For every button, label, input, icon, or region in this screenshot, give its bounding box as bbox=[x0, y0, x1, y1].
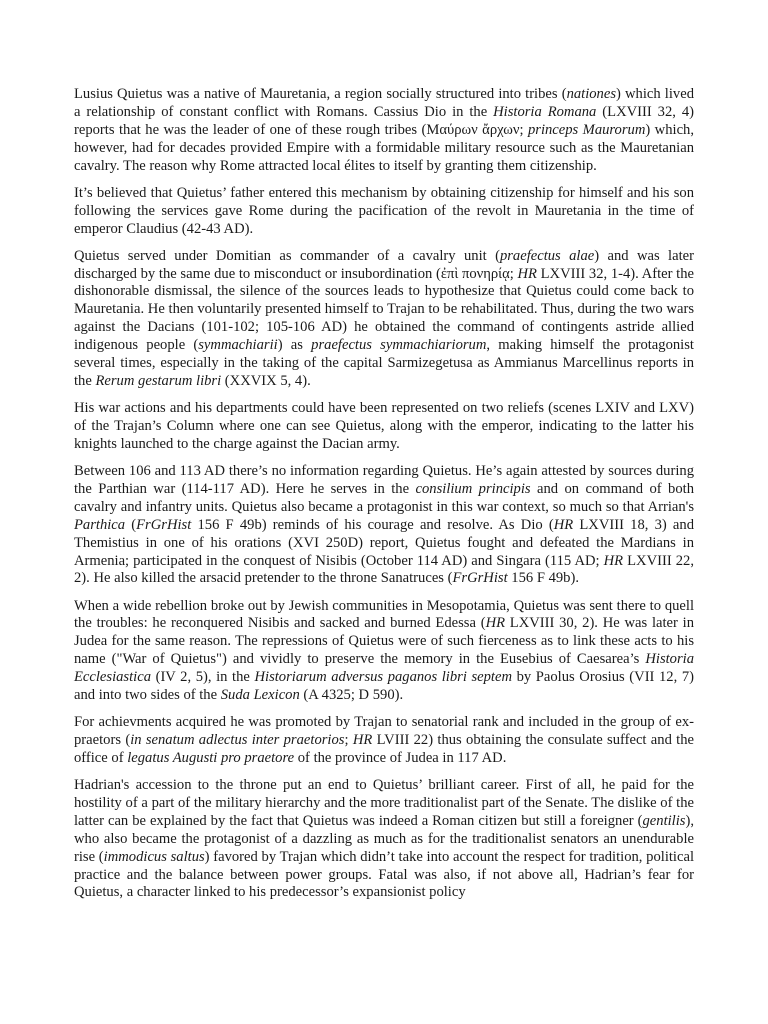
italic-term: gentilis bbox=[642, 812, 686, 829]
text-run: Between 106 and 113 AD there’s no information regarding Quietus. He’s again attested by sources during the Parthian war (114-117 AD). Here he serves in the bbox=[74, 462, 694, 497]
text-run: Lusius Quietus was a native of Mauretania, a region socially structured into tribes ( bbox=[74, 86, 567, 102]
text-run: (LXVIII 32, 4) reports that he was the leader of one of these rough tribes (Μαύρων ἄρχων; bbox=[74, 103, 694, 138]
paragraph-2 bbox=[74, 185, 694, 239]
text-run: (XXVIX 5, 4). bbox=[221, 372, 311, 389]
text-run: ) which lived a relationship of constant conflict with Romans. Cassius Dio in the bbox=[74, 86, 694, 120]
text-run: (IV 2, 5), in the bbox=[151, 669, 255, 686]
italic-term: HR bbox=[352, 732, 373, 749]
paragraph-6 bbox=[74, 598, 694, 705]
italic-term: Historia Romana bbox=[493, 103, 597, 120]
text-run: and on command of both cavalry and infantry units. Quietus also became a protagonist in this war context, so much so that Arrian's bbox=[74, 480, 694, 515]
italic-term: consilium principis bbox=[415, 480, 531, 497]
text-run: ; bbox=[344, 732, 353, 749]
italic-term: Rerum gestarum libri bbox=[95, 372, 222, 389]
text-run: , making himself the protagonist several times, especially in the taking of the capital Sarmizegetusa as Ammianus Marcellinus reports in the bbox=[74, 337, 694, 389]
italic-term: HR bbox=[553, 516, 574, 533]
text-run: For achievments acquired he was promoted by Trajan to senatorial rank and included in the group of ex-praetors ( bbox=[74, 714, 694, 749]
text-run: When a wide rebellion broke out by Jewish communities in Mesopotamia, Quietus was sent there to quell the troubles: he reconquered Nisibis and sacked and burned Edessa ( bbox=[74, 597, 694, 632]
text-run: It’s believed that Quietus’ father entered this mechanism by obtaining citizenship for himself and his son following the services gave Rome during the pacification of the revolt in Mauretania in the time of emperor Claudius (42-43 AD). bbox=[74, 184, 694, 237]
document-page bbox=[74, 86, 694, 912]
italic-term: Historiarum adversus paganos libri septem bbox=[254, 669, 513, 686]
paragraph-7 bbox=[74, 714, 694, 768]
text-run: 156 F 49b). bbox=[507, 570, 579, 587]
italic-term: nationes bbox=[566, 86, 617, 102]
text-run: LXVIII 32, 1-4). After the dishonorable dismissal, the silence of the sources leads to hypothesize that Quietus could come back to Mauretania. He then voluntarily presented himself to Trajan to be rehabilitated. Thus, during the two wars against the Dacians (101-102; 105-106 AD) he obtained the command of contingents astride allied indigenous people ( bbox=[74, 265, 694, 354]
text-run: 156 F 49b) reminds of his courage and resolve. As Dio ( bbox=[191, 516, 554, 533]
italic-term: in senatum adlectus inter praetorios bbox=[130, 732, 345, 749]
text-run: Quietus served under Domitian as commander of a cavalry unit ( bbox=[74, 247, 500, 264]
text-run: by Paolus Orosius (VII 12, 7) and into two sides of the bbox=[74, 669, 694, 704]
italic-term: HR bbox=[517, 265, 537, 282]
text-run: ) favored by Trajan which didn’t take into account the respect for tradition, political practice and the balance between power groups. Fatal was also, if not above all, Hadrian’s fear for Quietus, a character linked to his predecessor’s expansionist policy bbox=[74, 848, 694, 901]
text-run: His war actions and his departments could have been represented on two reliefs (scenes LXIV and LXV) of the Trajan’s Column where one can see Quietus, along with the emperor, indicating to the latter his knights launched to the charge against the Dacian army. bbox=[74, 400, 694, 452]
text-run: ) as bbox=[277, 337, 312, 354]
italic-term: princeps Maurorum bbox=[527, 121, 646, 138]
text-run: LXVIII 30, 2). He was later in Judea for the same reason. The repressions of Quietus were of such fierceness as to link these acts to his name ("War of Quietus") and vividly to preserve the memory in the Eusebius of Caesarea’s bbox=[74, 615, 694, 668]
italic-term: HR bbox=[603, 552, 624, 569]
text-run: ( bbox=[125, 516, 137, 533]
text-run: (A 4325; D 590). bbox=[299, 687, 404, 704]
text-run: LVIII 22) thus obtaining the consulate suffect and the office of bbox=[74, 732, 695, 766]
paragraph-3 bbox=[74, 248, 694, 391]
italic-term: legatus Augusti pro praetore bbox=[127, 749, 295, 766]
text-run: ), who also became the protagonist of a dazzling as much as for the traditionalist senators an unendurable rise ( bbox=[74, 812, 694, 865]
italic-term: Historia Ecclesiastica bbox=[74, 651, 694, 686]
text-run: Hadrian's accession to the throne put an end to Quietus’ brilliant career. First of all, he paid for the hostility of a part of the military hierarchy and the more traditionalist part of the Senate. The dislike of the latter can be explained by the fact that Quietus was indeed a Roman citizen but still a foreigner ( bbox=[74, 777, 694, 829]
text-run: ) which, however, had for decades provided Empire with a formidable military resource such as the Mauretanian cavalry. The reason why Rome attracted local élites to itself by granting them citizenship. bbox=[74, 121, 694, 174]
text-run: LXVIII 22, 2). He also killed the arsacid pretender to the throne Sanatruces ( bbox=[74, 552, 694, 587]
text-run: of the province of Judea in 117 AD. bbox=[294, 749, 507, 766]
italic-term: praefectus alae bbox=[499, 247, 595, 264]
text-run: LXVIII 18, 3) and Themistius in one of his orations (XVI 250D) report, Quietus fought and defeated the Mardians in Armenia; participated in the conquest of Nisibis (October 114 AD) and Singara (115 AD; bbox=[74, 516, 695, 569]
italic-term: praefectus symmachiariorum bbox=[311, 337, 487, 354]
paragraph-8 bbox=[74, 777, 694, 902]
text-run: ) and was later discharged by the same due to misconduct or insubordination (ἐπὶ πονηρίᾳ; bbox=[74, 247, 694, 282]
italic-term: Parthica bbox=[74, 516, 126, 533]
italic-term: FrGrHist bbox=[452, 570, 508, 587]
italic-term: Suda Lexicon bbox=[220, 687, 300, 704]
italic-term: immodicus saltus bbox=[103, 848, 205, 865]
paragraph-5 bbox=[74, 463, 694, 588]
italic-term: symmachiarii bbox=[198, 337, 278, 354]
paragraph-1 bbox=[74, 86, 694, 176]
paragraph-4 bbox=[74, 400, 694, 454]
italic-term: FrGrHist bbox=[136, 516, 192, 533]
italic-term: HR bbox=[485, 615, 506, 632]
